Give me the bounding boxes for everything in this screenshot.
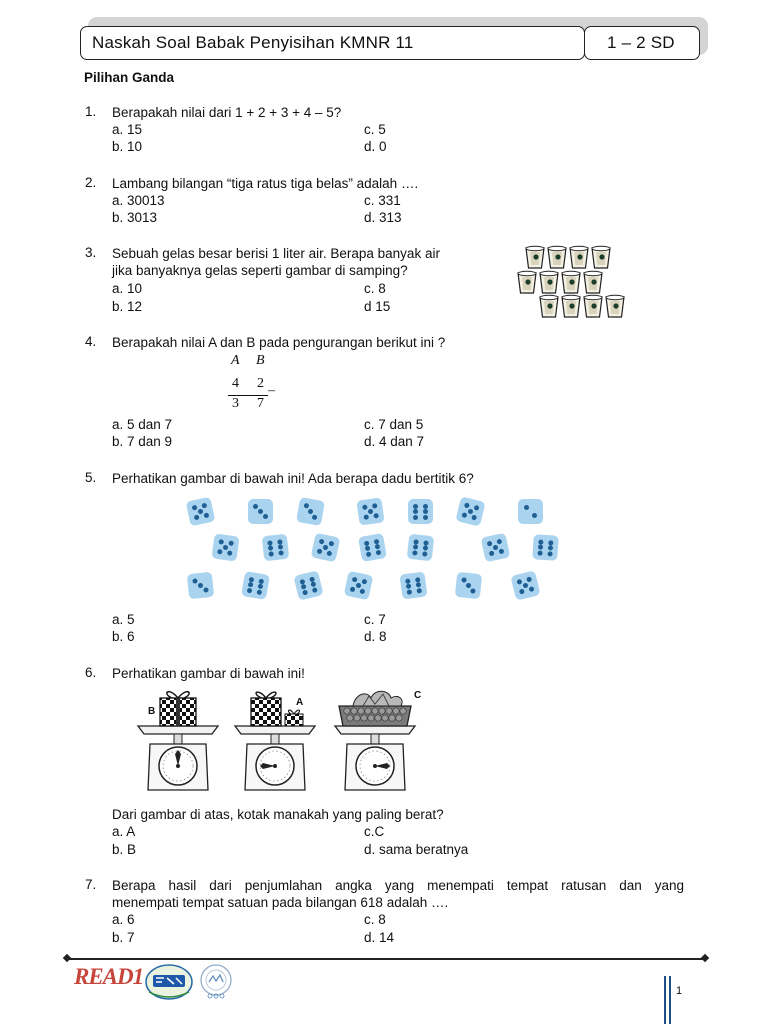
die-pip (203, 512, 209, 518)
die-pip (532, 513, 537, 518)
die-pip (192, 505, 198, 511)
die-pip (461, 512, 467, 518)
option-d: d. 0 (364, 139, 387, 154)
page-margin-bar-2 (669, 976, 671, 1024)
die-pip (467, 508, 473, 514)
die-pip (312, 587, 318, 593)
question-text-line1: Berapa hasil dari penjumlahan angka yang menempati tempat ratusan dan yang (112, 878, 684, 893)
die-icon (455, 572, 482, 599)
footer-rule-right-diamond (701, 954, 709, 962)
glass-icon (548, 246, 566, 268)
question-text-line2: jika banyaknya gelas seperti gambar di samping? (112, 263, 408, 278)
question-text: Berapakah nilai dari 1 + 2 + 3 + 4 – 5? (112, 105, 342, 120)
die-pip (487, 541, 493, 547)
die-pip (461, 577, 466, 582)
die-pip (372, 503, 378, 509)
die-pip (203, 587, 208, 592)
glasses-illustration (512, 240, 636, 322)
die-pip (516, 579, 522, 585)
die-pip (363, 514, 369, 520)
question-text: Lambang bilangan “tiga ratus tiga belas” adalah …. (112, 176, 419, 191)
option-d: d 15 (364, 299, 391, 314)
die-pip (228, 540, 234, 546)
die-pip (538, 539, 543, 544)
die-pip (368, 509, 374, 515)
question-text: Berapakah nilai A dan B pada pengurangan berikut ini ? (112, 335, 446, 350)
label-c: C (414, 690, 422, 701)
minus-sign: – (268, 383, 275, 398)
die-icon (408, 499, 433, 524)
option-c: c. 331 (364, 193, 401, 208)
option-c: c.C (364, 824, 385, 839)
kpm-logo-icon (144, 962, 194, 1002)
die-icon (187, 572, 214, 599)
die-pip (423, 504, 428, 509)
die-pip (317, 548, 323, 554)
die-pip (323, 545, 329, 551)
column-label-a: A (231, 353, 240, 368)
option-a: a. 6 (112, 912, 135, 927)
die-pip (423, 545, 428, 550)
die-pip (416, 582, 422, 588)
die-pip (247, 587, 253, 593)
option-d: d. 8 (364, 629, 387, 644)
die-pip (464, 502, 470, 508)
option-b: b. 3013 (112, 210, 158, 225)
question-number: 5. (85, 470, 97, 485)
question-prompt: Dari gambar di atas, kotak manakah yang paling berat? (112, 807, 444, 822)
die-pip (547, 551, 552, 556)
minuend-digit-b: 2 (257, 376, 264, 391)
die-icon (407, 534, 434, 561)
question-number: 6. (85, 665, 97, 680)
die-icon (510, 570, 540, 600)
die-pip (359, 588, 365, 594)
option-a: a. 5 (112, 612, 135, 627)
die-icon (532, 534, 559, 561)
die-pip (310, 581, 316, 587)
die-pip (302, 589, 308, 595)
die-pip (413, 504, 418, 509)
page-margin-bar (664, 976, 666, 1024)
die-pip (416, 587, 422, 593)
option-b: b. 6 (112, 629, 135, 644)
die-icon (481, 533, 511, 563)
die-pip (519, 589, 525, 595)
die-pip (375, 544, 381, 550)
die-pip (366, 551, 372, 557)
option-c: c. 5 (364, 122, 386, 137)
die-icon (311, 533, 341, 563)
glass-icon (540, 271, 558, 293)
glass-icon (584, 295, 602, 317)
glass-icon (540, 295, 558, 317)
die-icon (356, 497, 384, 525)
option-b: b. B (112, 842, 137, 857)
scales-illustration (130, 684, 430, 794)
die-icon (399, 571, 427, 599)
die-pip (308, 509, 314, 515)
glass-icon (606, 295, 624, 317)
die-pip (253, 504, 258, 509)
die-pip (258, 583, 264, 589)
die-icon (262, 534, 289, 561)
option-b: b. 7 dan 9 (112, 434, 173, 449)
die-pip (422, 551, 427, 556)
die-icon (241, 571, 270, 600)
question-text: Perhatikan gambar di bawah ini! Ada berapa dadu bertitik 6? (112, 471, 474, 486)
die-pip (375, 549, 381, 555)
die-pip (496, 539, 502, 545)
glass-icon (570, 246, 588, 268)
option-c: c. 7 dan 5 (364, 417, 424, 432)
page-number: 1 (676, 985, 683, 997)
question-text: Perhatikan gambar di bawah ini! (112, 666, 305, 681)
die-pip (412, 550, 417, 555)
question-number: 2. (85, 175, 97, 190)
die-pip (362, 504, 368, 510)
column-label-b: B (256, 353, 265, 368)
die-icon (293, 570, 323, 600)
die-pip (538, 544, 543, 549)
die-pip (217, 549, 223, 555)
die-pip (356, 583, 362, 589)
question-number: 3. (85, 245, 97, 260)
option-a: a. 5 dan 7 (112, 417, 173, 432)
glass-icon (526, 246, 544, 268)
result-digit-a: 3 (232, 396, 239, 411)
kmnr-logo-icon (196, 962, 236, 1002)
die-pip (529, 586, 535, 592)
header-title: Naskah Soal Babak Penyisihan KMNR 11 (92, 33, 414, 52)
die-pip (278, 544, 283, 549)
die-pip (466, 583, 471, 588)
question-text-line1: Sebuah gelas besar berisi 1 liter air. Berapa banyak air (112, 246, 440, 261)
die-icon (186, 497, 216, 527)
result-digit-b: 7 (257, 396, 264, 411)
label-a: A (296, 697, 304, 708)
die-pip (423, 515, 428, 520)
scale-c (335, 691, 415, 790)
minuend-digit-a: 4 (232, 376, 239, 391)
footer-rule (68, 958, 704, 960)
option-b: b. 7 (112, 930, 135, 945)
die-pip (263, 514, 268, 519)
die-pip (198, 583, 203, 588)
die-pip (248, 582, 254, 588)
die-pip (537, 550, 542, 555)
die-pip (194, 514, 200, 520)
header-grade: 1 – 2 SD (607, 33, 675, 52)
option-d: d. 4 dan 7 (364, 434, 425, 449)
die-pip (319, 539, 325, 545)
section-title: Pilihan Ganda (84, 70, 175, 85)
die-pip (304, 503, 310, 509)
question-number: 4. (85, 334, 97, 349)
die-icon (211, 533, 239, 561)
die-icon (518, 499, 543, 524)
die-pip (326, 550, 332, 556)
die-pip (201, 503, 207, 509)
option-a: a. 10 (112, 281, 143, 296)
die-pip (423, 509, 428, 514)
die-pip (493, 545, 499, 551)
die-pip (301, 584, 307, 590)
option-d: d. 313 (364, 210, 402, 225)
option-b: b. 10 (112, 139, 143, 154)
option-a: a. 15 (112, 122, 143, 137)
label-b: B (148, 706, 156, 717)
option-d: d. sama beratnya (364, 842, 469, 857)
die-pip (548, 545, 553, 550)
die-icon (296, 497, 325, 526)
die-icon (344, 571, 374, 601)
die-pip (312, 514, 318, 520)
option-a: a. 30013 (112, 193, 165, 208)
die-pip (365, 545, 371, 551)
die-pip (413, 515, 418, 520)
die-icon (358, 533, 387, 562)
die-pip (258, 509, 263, 514)
die-pip (223, 545, 229, 551)
glass-icon (584, 271, 602, 293)
question-number: 1. (85, 104, 97, 119)
die-pip (470, 588, 475, 593)
die-pip (218, 539, 224, 545)
die-pip (268, 545, 273, 550)
header-title-box (80, 26, 585, 60)
die-pip (406, 583, 412, 589)
option-c: c. 7 (364, 612, 386, 627)
die-icon (455, 496, 485, 526)
die-pip (350, 586, 356, 592)
glass-icon (562, 271, 580, 293)
die-pip (192, 578, 197, 583)
die-pip (413, 544, 418, 549)
die-pip (498, 548, 504, 554)
die-pip (526, 576, 532, 582)
glass-icon (562, 295, 580, 317)
glass-icon (518, 271, 536, 293)
read1-logo: READ1 (74, 964, 144, 989)
die-pip (474, 505, 480, 511)
question-text-line2: menempati tempat satuan pada bilangan 618 adalah …. (112, 895, 449, 910)
option-d: d. 14 (364, 930, 395, 945)
die-pip (278, 550, 283, 555)
option-b: b. 12 (112, 299, 143, 314)
die-pip (352, 577, 358, 583)
die-pip (524, 505, 529, 510)
question-number: 7. (85, 877, 97, 892)
die-pip (268, 551, 273, 556)
header-grade-box (584, 26, 700, 60)
glass-icon (592, 246, 610, 268)
die-icon (248, 499, 273, 524)
die-pip (257, 589, 263, 595)
die-pip (489, 550, 495, 556)
die-pip (328, 541, 334, 547)
option-c: c. 8 (364, 912, 386, 927)
die-pip (373, 513, 379, 519)
die-pip (227, 550, 233, 556)
die-pip (548, 540, 553, 545)
die-pip (413, 509, 418, 514)
die-pip (522, 582, 528, 588)
die-pip (406, 589, 412, 595)
die-pip (198, 509, 204, 515)
option-c: c. 8 (364, 281, 386, 296)
option-a: a. A (112, 824, 136, 839)
die-pip (361, 579, 367, 585)
die-pip (471, 515, 477, 521)
